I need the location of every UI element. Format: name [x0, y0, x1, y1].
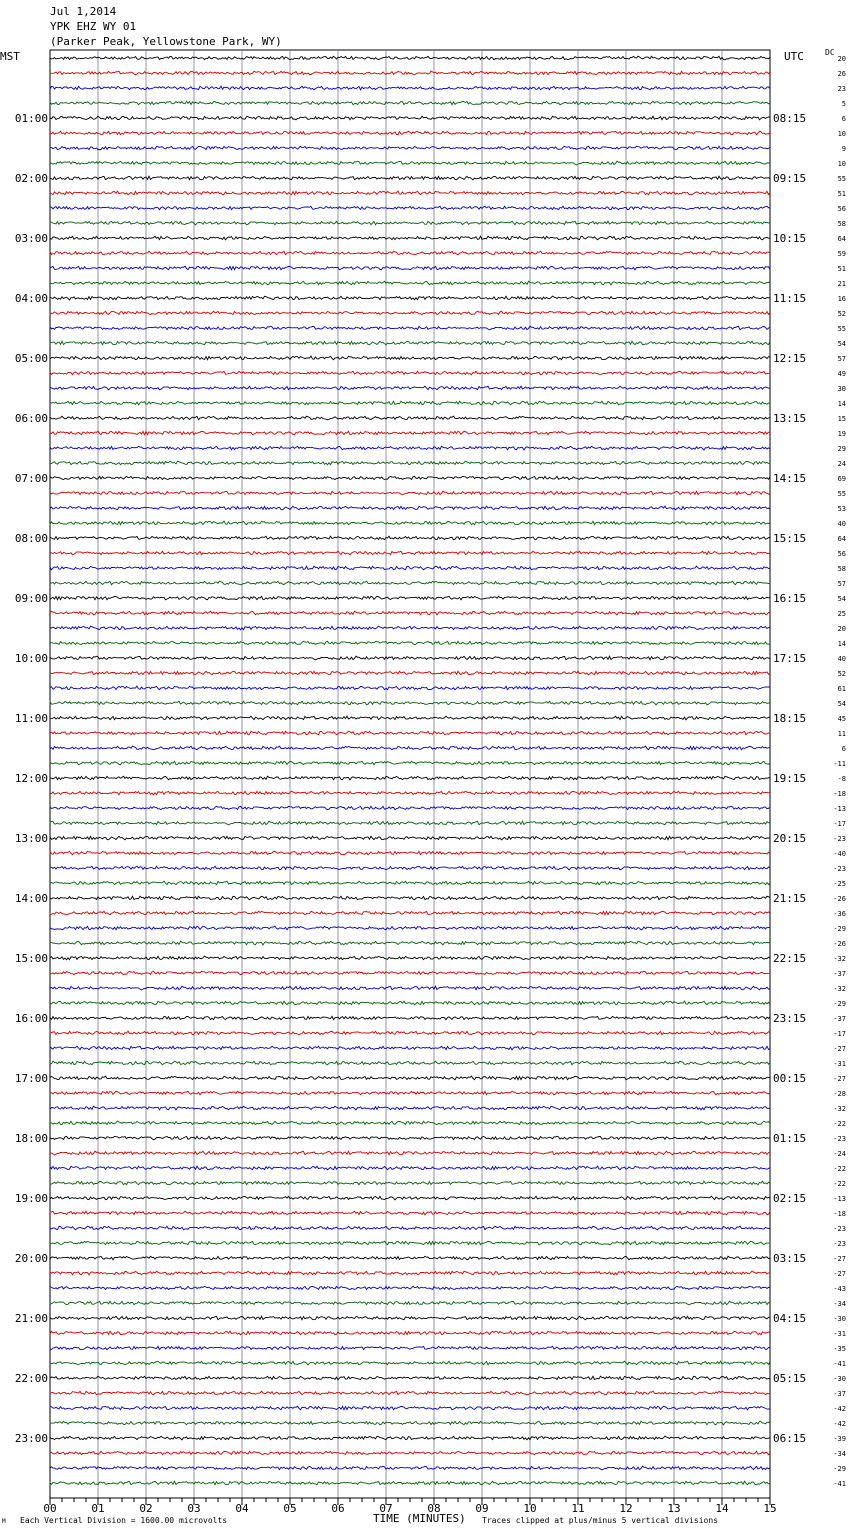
clip-note: Traces clipped at plus/minus 5 vertical divisions	[482, 1516, 719, 1525]
x-tick-label: 11	[571, 1502, 585, 1515]
trace-line	[50, 536, 770, 540]
trace-line	[50, 971, 770, 975]
trace-line	[50, 851, 770, 855]
trace-line	[50, 701, 770, 705]
mst-hour-label: 19:00	[14, 1192, 48, 1205]
trace-line	[50, 611, 770, 615]
dc-offset-label: 10	[837, 160, 846, 168]
mst-hour-label: 11:00	[14, 712, 48, 725]
dc-offset-label: -43	[833, 1285, 846, 1293]
trace-line	[50, 1121, 770, 1125]
trace-line	[50, 941, 770, 945]
dc-offset-label: -11	[833, 760, 846, 768]
dc-offset-label: -22	[833, 1120, 846, 1128]
scale-note: Each Vertical Division = 1600.00 microvolts	[20, 1516, 228, 1525]
x-axis-title: TIME (MINUTES)	[373, 1512, 466, 1525]
dc-offset-label: 30	[837, 385, 846, 393]
utc-hour-label: 04:15	[773, 1312, 807, 1325]
dc-offset-label: -23	[833, 1135, 846, 1143]
dc-offset-label: 54	[837, 340, 846, 348]
dc-offset-label: 51	[837, 265, 846, 273]
trace-line	[50, 746, 770, 750]
trace-line	[50, 1016, 770, 1019]
trace-line	[50, 506, 770, 510]
dc-offset-label: 6	[841, 115, 846, 123]
dc-offset-label: -18	[833, 1210, 846, 1218]
x-tick-label: 09	[475, 1502, 489, 1515]
dc-offset-label: -28	[833, 1090, 846, 1098]
utc-hour-label: 20:15	[773, 832, 807, 845]
dc-offset-label: -18	[833, 790, 846, 798]
dc-offset-label: 40	[837, 520, 846, 528]
dc-offset-label: -41	[833, 1480, 846, 1488]
dc-offset-label: -39	[833, 1435, 846, 1443]
dc-offset-label: -34	[833, 1300, 846, 1308]
dc-offset-label: 57	[837, 580, 846, 588]
trace-line	[50, 881, 770, 885]
dc-offset-label: -35	[833, 1345, 846, 1353]
mst-hour-label: 18:00	[14, 1132, 48, 1145]
utc-hour-label: 05:15	[773, 1372, 807, 1385]
trace-line	[50, 131, 770, 135]
mst-hour-label: 17:00	[14, 1072, 48, 1085]
trace-line	[50, 116, 770, 120]
trace-line	[50, 1136, 770, 1140]
utc-hour-label: 01:15	[773, 1132, 807, 1145]
dc-offset-label: 56	[837, 550, 846, 558]
utc-hour-label: 21:15	[773, 892, 807, 905]
utc-hour-label: 00:15	[773, 1072, 807, 1085]
utc-hour-label: 15:15	[773, 532, 807, 545]
utc-hour-label: 08:15	[773, 112, 807, 125]
dc-offset-label: 57	[837, 355, 846, 363]
mst-hour-label: 01:00	[14, 112, 48, 125]
dc-offset-label: 29	[837, 445, 846, 453]
trace-line	[50, 911, 770, 915]
corner-mark: M	[2, 1518, 6, 1525]
trace-line	[50, 1316, 770, 1320]
trace-line	[50, 1211, 770, 1215]
dc-offset-label: -29	[833, 1465, 846, 1473]
utc-hour-label: 18:15	[773, 712, 807, 725]
trace-line	[50, 1406, 770, 1410]
dc-offset-label: -42	[833, 1420, 846, 1428]
dc-offset-label: 55	[837, 325, 846, 333]
utc-hour-label: 17:15	[773, 652, 807, 665]
mst-hour-label: 05:00	[14, 352, 48, 365]
trace-line	[50, 986, 770, 990]
trace-line	[50, 596, 770, 600]
trace-line	[50, 1481, 770, 1485]
trace-line	[50, 476, 770, 479]
dc-offset-label: -37	[833, 970, 846, 978]
trace-line	[50, 731, 770, 735]
mst-hour-label: 06:00	[14, 412, 48, 425]
trace-line	[50, 101, 770, 105]
trace-line	[50, 1076, 770, 1080]
dc-offset-label: 58	[837, 565, 846, 573]
dc-offset-label: 55	[837, 490, 846, 498]
dc-offset-label: 24	[837, 460, 846, 468]
dc-offset-label: 51	[837, 190, 846, 198]
trace-line	[50, 566, 770, 570]
x-tick-label: 03	[187, 1502, 201, 1515]
trace-line	[50, 491, 770, 495]
dc-offset-label: -37	[833, 1390, 846, 1398]
trace-line	[50, 1376, 770, 1380]
dc-offset-label: 49	[837, 370, 846, 378]
trace-line	[50, 56, 770, 60]
utc-hour-label: 14:15	[773, 472, 807, 485]
utc-hour-label: 19:15	[773, 772, 807, 785]
trace-line	[50, 356, 770, 360]
trace-line	[50, 1031, 770, 1035]
x-tick-label: 04	[235, 1502, 249, 1515]
trace-line	[50, 821, 770, 825]
trace-line	[50, 416, 770, 420]
dc-offset-label: 26	[837, 70, 846, 78]
right-timezone-label: UTC	[784, 50, 804, 63]
dc-offset-label: -26	[833, 895, 846, 903]
mst-hour-label: 09:00	[14, 592, 48, 605]
mst-hour-label: 23:00	[14, 1432, 48, 1445]
trace-line	[50, 1001, 770, 1005]
trace-line	[50, 341, 770, 345]
dc-offset-label: 10	[837, 130, 846, 138]
dc-offset-label: -34	[833, 1450, 846, 1458]
header-station: YPK EHZ WY 01	[50, 20, 137, 33]
dc-offset-label: 25	[837, 610, 846, 618]
trace-line	[50, 1061, 770, 1065]
trace-line	[50, 236, 770, 240]
trace-line	[50, 206, 770, 210]
trace-line	[50, 1451, 770, 1454]
dc-offset-label: -13	[833, 805, 846, 813]
utc-hour-label: 11:15	[773, 292, 807, 305]
trace-line	[50, 386, 770, 390]
dc-offset-label: -24	[833, 1150, 846, 1158]
dc-label: DC	[825, 48, 835, 57]
mst-hour-label: 04:00	[14, 292, 48, 305]
trace-line	[50, 671, 770, 675]
trace-line	[50, 266, 770, 270]
utc-hour-label: 06:15	[773, 1432, 807, 1445]
dc-offset-label: -22	[833, 1165, 846, 1173]
trace-line	[50, 551, 770, 555]
trace-line	[50, 191, 770, 195]
dc-offset-label: 64	[837, 235, 846, 243]
trace-line	[50, 221, 770, 225]
dc-offset-label: 19	[837, 430, 846, 438]
dc-offset-label: 14	[837, 640, 846, 648]
trace-line	[50, 836, 770, 840]
mst-hour-label: 12:00	[14, 772, 48, 785]
trace-line	[50, 431, 770, 435]
mst-hour-label: 08:00	[14, 532, 48, 545]
trace-line	[50, 716, 770, 720]
trace-line	[50, 1196, 770, 1200]
dc-offset-label: 6	[841, 745, 846, 753]
dc-offset-label: 53	[837, 505, 846, 513]
dc-offset-label: -36	[833, 910, 846, 918]
trace-line	[50, 446, 770, 450]
trace-line	[50, 866, 770, 870]
utc-hour-label: 02:15	[773, 1192, 807, 1205]
dc-offset-label: 40	[837, 655, 846, 663]
trace-line	[50, 521, 770, 525]
x-tick-label: 05	[283, 1502, 297, 1515]
dc-offset-label: -27	[833, 1045, 846, 1053]
mst-hour-label: 10:00	[14, 652, 48, 665]
dc-offset-label: -31	[833, 1060, 846, 1068]
trace-line	[50, 791, 770, 795]
dc-offset-label: 23	[837, 85, 846, 93]
mst-hour-label: 21:00	[14, 1312, 48, 1325]
dc-offset-label: -32	[833, 1105, 846, 1113]
trace-line	[50, 686, 770, 690]
utc-hour-label: 10:15	[773, 232, 807, 245]
trace-line	[50, 146, 770, 150]
dc-offset-label: 20	[837, 625, 846, 633]
trace-line	[50, 1091, 770, 1095]
utc-hour-label: 09:15	[773, 172, 807, 185]
dc-offset-label: -23	[833, 835, 846, 843]
trace-line	[50, 776, 770, 780]
dc-offset-label: 58	[837, 220, 846, 228]
trace-line	[50, 1301, 770, 1305]
trace-line	[50, 161, 770, 165]
trace-line	[50, 1391, 770, 1395]
trace-line	[50, 176, 770, 180]
dc-offset-label: -17	[833, 820, 846, 828]
trace-line	[50, 1226, 770, 1230]
dc-offset-label: 61	[837, 685, 846, 693]
x-tick-label: 01	[91, 1502, 105, 1515]
trace-line	[50, 371, 770, 375]
x-tick-label: 10	[523, 1502, 537, 1515]
x-tick-label: 06	[331, 1502, 345, 1515]
trace-line	[50, 641, 770, 644]
mst-hour-label: 22:00	[14, 1372, 48, 1385]
trace-line	[50, 1286, 770, 1289]
dc-offset-label: -27	[833, 1270, 846, 1278]
trace-line	[50, 626, 770, 630]
x-tick-label: 02	[139, 1502, 153, 1515]
dc-offset-label: 9	[841, 145, 846, 153]
utc-hour-label: 12:15	[773, 352, 807, 365]
dc-offset-label: 54	[837, 700, 846, 708]
dc-offset-label: -23	[833, 1240, 846, 1248]
dc-offset-label: -30	[833, 1375, 846, 1383]
trace-line	[50, 581, 770, 585]
mst-hour-label: 03:00	[14, 232, 48, 245]
dc-offset-label: -29	[833, 925, 846, 933]
trace-line	[50, 1106, 770, 1110]
dc-offset-label: -30	[833, 1315, 846, 1323]
x-tick-label: 13	[667, 1502, 681, 1515]
dc-offset-label: 64	[837, 535, 846, 543]
trace-line	[50, 1181, 770, 1185]
trace-line	[50, 896, 770, 900]
dc-offset-label: -42	[833, 1405, 846, 1413]
dc-offset-label: 21	[837, 280, 846, 288]
trace-line	[50, 401, 770, 405]
utc-hour-label: 23:15	[773, 1012, 807, 1025]
dc-offset-label: 59	[837, 250, 846, 258]
header-location: (Parker Peak, Yellowstone Park, WY)	[50, 35, 282, 48]
trace-line	[50, 1046, 770, 1050]
utc-hour-label: 22:15	[773, 952, 807, 965]
utc-hour-label: 16:15	[773, 592, 807, 605]
trace-line	[50, 461, 770, 465]
trace-line	[50, 71, 770, 75]
mst-hour-label: 15:00	[14, 952, 48, 965]
dc-offset-label: 52	[837, 310, 846, 318]
trace-line	[50, 251, 770, 255]
dc-offset-label: -13	[833, 1195, 846, 1203]
dc-offset-label: -17	[833, 1030, 846, 1038]
dc-offset-label: -22	[833, 1180, 846, 1188]
mst-hour-label: 02:00	[14, 172, 48, 185]
trace-line	[50, 1346, 770, 1350]
dc-offset-label: 15	[837, 415, 846, 423]
dc-offset-label: 16	[837, 295, 846, 303]
dc-offset-label: -31	[833, 1330, 846, 1338]
trace-line	[50, 86, 770, 90]
mst-hour-label: 07:00	[14, 472, 48, 485]
dc-offset-label: -8	[837, 775, 846, 783]
header-date: Jul 1,2014	[50, 5, 117, 18]
x-tick-label: 12	[619, 1502, 633, 1515]
x-tick-label: 07	[379, 1502, 393, 1515]
x-tick-label: 14	[715, 1502, 729, 1515]
dc-offset-label: -26	[833, 940, 846, 948]
trace-line	[50, 1241, 770, 1245]
trace-line	[50, 1331, 770, 1335]
dc-offset-label: 55	[837, 175, 846, 183]
mst-hour-label: 20:00	[14, 1252, 48, 1265]
trace-line	[50, 281, 770, 285]
dc-offset-label: 52	[837, 670, 846, 678]
trace-line	[50, 761, 770, 765]
trace-line	[50, 1151, 770, 1155]
dc-offset-label: -32	[833, 955, 846, 963]
utc-hour-label: 13:15	[773, 412, 807, 425]
x-tick-label: 08	[427, 1502, 441, 1515]
mst-hour-label: 16:00	[14, 1012, 48, 1025]
trace-line	[50, 1361, 770, 1365]
trace-line	[50, 326, 770, 330]
utc-hour-label: 03:15	[773, 1252, 807, 1265]
trace-line	[50, 296, 770, 300]
dc-offset-label: -27	[833, 1075, 846, 1083]
trace-line	[50, 926, 770, 930]
dc-offset-label: -23	[833, 865, 846, 873]
dc-offset-label: -32	[833, 985, 846, 993]
x-tick-label: 00	[43, 1502, 57, 1515]
dc-offset-label: -29	[833, 1000, 846, 1008]
mst-hour-label: 13:00	[14, 832, 48, 845]
trace-line	[50, 1466, 770, 1470]
trace-line	[50, 656, 770, 660]
dc-offset-label: -40	[833, 850, 846, 858]
trace-line	[50, 956, 770, 960]
dc-offset-label: -37	[833, 1015, 846, 1023]
trace-line	[50, 1436, 770, 1440]
dc-offset-label: 45	[837, 715, 846, 723]
trace-line	[50, 1271, 770, 1275]
trace-line	[50, 806, 770, 810]
mst-hour-label: 14:00	[14, 892, 48, 905]
trace-line	[50, 1256, 770, 1260]
dc-offset-label: -41	[833, 1360, 846, 1368]
trace-line	[50, 311, 770, 314]
dc-offset-label: 54	[837, 595, 846, 603]
left-timezone-label: MST	[0, 50, 20, 63]
trace-line	[50, 1421, 770, 1425]
trace-line	[50, 1166, 770, 1170]
dc-offset-label: 11	[837, 730, 846, 738]
dc-offset-label: -27	[833, 1255, 846, 1263]
x-tick-label: 15	[763, 1502, 777, 1515]
dc-offset-label: 56	[837, 205, 846, 213]
dc-offset-label: 5	[841, 100, 846, 108]
dc-offset-label: 69	[837, 475, 846, 483]
dc-offset-label: 20	[837, 55, 846, 63]
dc-offset-label: -25	[833, 880, 846, 888]
dc-offset-label: -23	[833, 1225, 846, 1233]
dc-offset-label: 14	[837, 400, 846, 408]
